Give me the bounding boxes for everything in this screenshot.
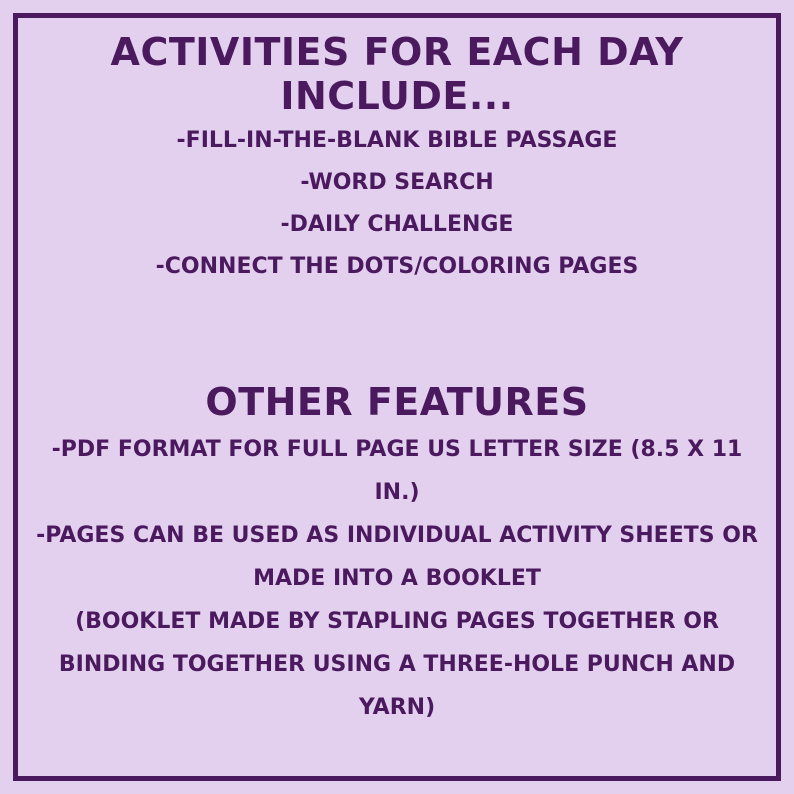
activities-list (18, 120, 776, 288)
activity-item-connect-the-dots: -CONNECT THE DOTS/COLORING PAGES (155, 254, 639, 279)
feature-item-activity-sheets: -PAGES CAN BE USED AS INDIVIDUAL ACTIVITY SHEETS OR MADE INTO A BOOKLET (36, 523, 758, 591)
activity-item-daily-challenge: -DAILY CHALLENGE (280, 212, 514, 237)
activity-item-word-search: -WORD SEARCH (300, 170, 494, 195)
activity-item-fill-in-the-blank: -FILL-IN-THE-BLANK BIBLE PASSAGE (176, 128, 618, 153)
feature-item-booklet-note: (BOOKLET MADE BY STAPLING PAGES TOGETHER OR BINDING TOGETHER USING A THREE-HOLE PUNCH AND YARN) (58, 609, 736, 720)
feature-item-pdf-format: -PDF FORMAT FOR FULL PAGE US LETTER SIZE (8.5 X 11 IN.) (51, 437, 743, 505)
features-heading: OTHER FEATURES (205, 380, 589, 424)
activities-heading: ACTIVITIES FOR EACH DAY INCLUDE... (110, 30, 684, 118)
info-panel (18, 18, 776, 776)
features-list (18, 428, 776, 729)
